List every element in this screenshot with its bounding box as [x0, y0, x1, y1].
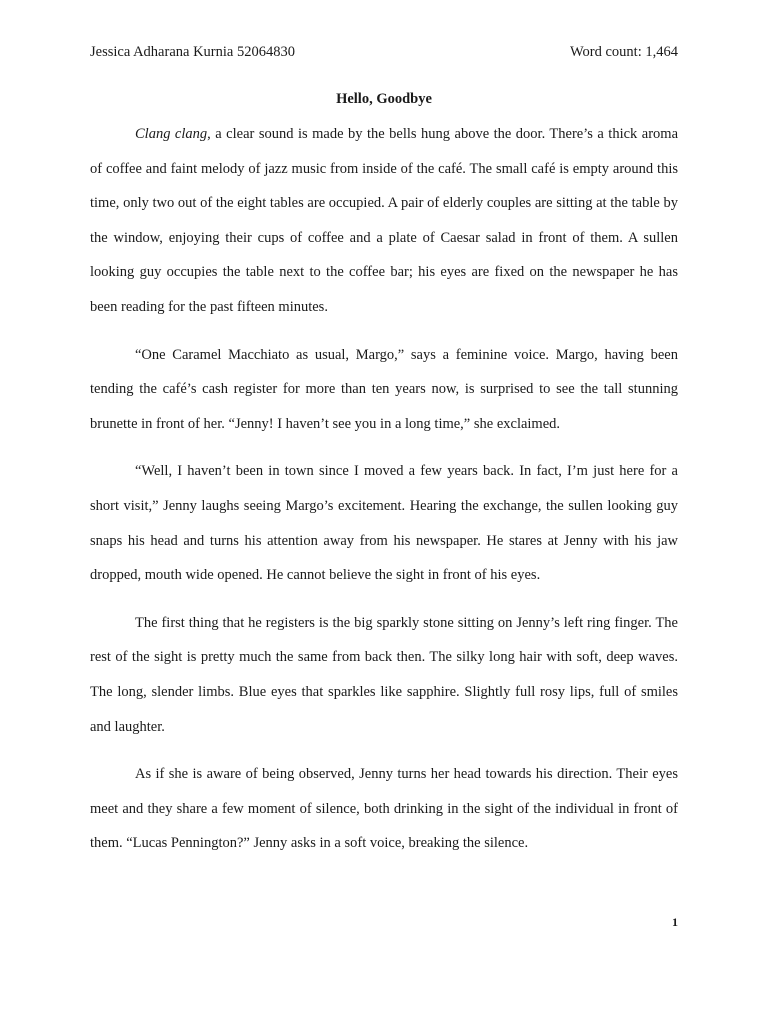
document-body	[90, 117, 678, 861]
document-title: Hello, Goodbye	[336, 91, 432, 107]
paragraph-2: “One Caramel Macchiato as usual, Margo,” says a feminine voice. Margo, having been tending the café’s cash register for more than ten years now, is surprised to see the tall stunning brunette in front of her. “Jenny! I haven’t see you in a long time,” she exclaimed.	[90, 346, 678, 432]
author-line: Jessica Adharana Kurnia 52064830	[90, 44, 295, 60]
page-number: 1	[672, 915, 678, 929]
paragraph-1-italic-lead: Clang clang	[135, 126, 208, 142]
paragraph-3: “Well, I haven’t been in town since I moved a few years back. In fact, I’m just here for a short visit,” Jenny laughs seeing Margo’s excitement. Hearing the exchange, the sullen looking guy snaps his head and turns his attention away from his newspaper. He stares at Jenny with his jaw dropped, mouth wide opened. He cannot believe the sight in front of his eyes.	[90, 463, 678, 584]
page-header	[90, 44, 678, 61]
paragraph-1-text: , a clear sound is made by the bells hung above the door. There’s a thick aroma of coffee and faint melody of jazz music from inside of the café. The small café is empty around this time, only two out of the eight tables are occupied. A pair of elderly couples are sitting at the table by the window, enjoying their cups of coffee and a plate of Caesar salad in front of them. A sullen looking guy occupies the table next to the coffee bar; his eyes are fixed on the newspaper he has been reading for the past fifteen minutes.	[90, 126, 679, 315]
paragraph-4: The first thing that he registers is the big sparkly stone sitting on Jenny’s left ring finger. The rest of the sight is pretty much the same from back then. The silky long hair with soft, deep waves. The long, slender limbs. Blue eyes that sparkles like sapphire. Slightly full rosy lips, full of smiles and laughter.	[90, 614, 678, 735]
paragraph-5: As if she is aware of being observed, Jenny turns her head towards his direction. Their eyes meet and they share a few moment of silence, both drinking in the sight of the individual in front of them. “Lucas Pennington?” Jenny asks in a soft voice, breaking the silence.	[90, 766, 678, 852]
word-count: Word count: 1,464	[570, 44, 678, 60]
paragraph-1	[90, 117, 678, 325]
